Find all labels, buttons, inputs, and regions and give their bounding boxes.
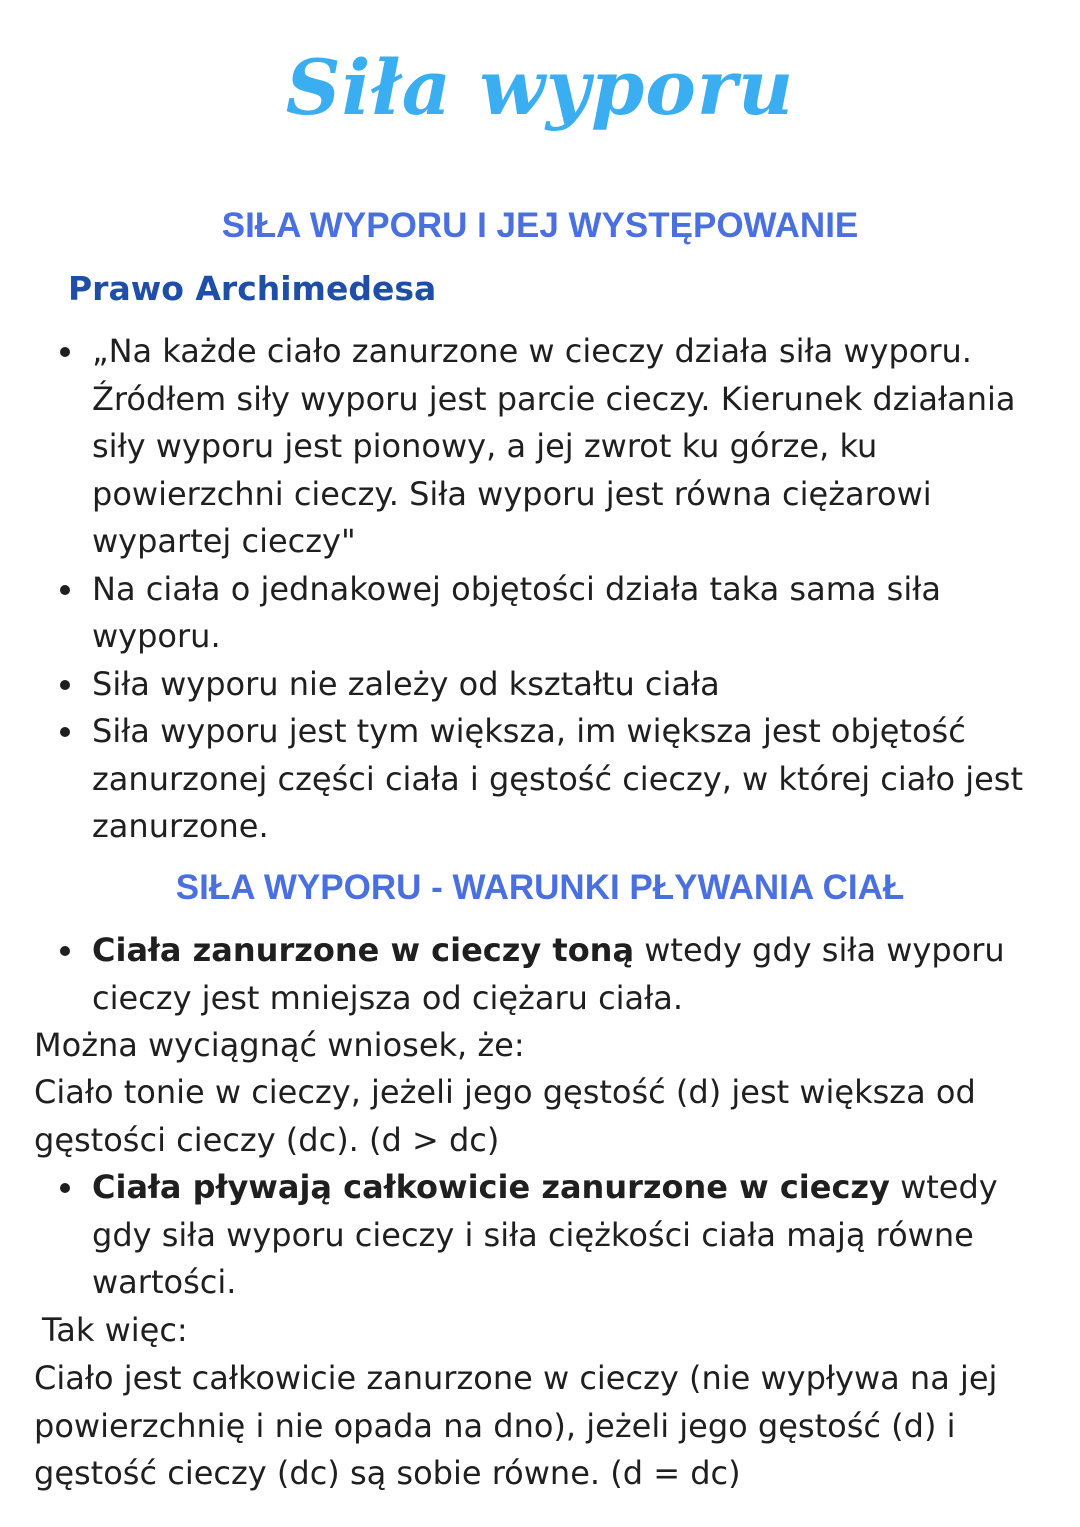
sinking-bullet-list <box>34 927 1044 1022</box>
bullet-sinking-condition <box>34 927 1044 1022</box>
submerged-bullet-list <box>34 1164 1044 1307</box>
page-title: Siła wyporu <box>285 43 795 132</box>
archimedes-bullet-list <box>34 328 1044 851</box>
submerged-density-rule: Ciało jest całkowicie zanurzone w cieczy (nie wypływa na jej powierzchnię i nie opada na dno), jeżeli jego gęstość (d) i gęstość cieczy (dc) są sobie równe. (d = dc) <box>34 1359 998 1492</box>
sinking-condition-rest: wtedy gdy siła wyporu cieczy jest mniejsza od ciężaru ciała. <box>92 931 1005 1017</box>
sinking-condition-bold: Ciała zanurzone w cieczy toną <box>92 931 635 969</box>
bullet-shape-independence: Siła wyporu nie zależy od kształtu ciała <box>34 661 1044 709</box>
submerged-condition-bold: Ciała pływają całkowicie zanurzone w cieczy <box>92 1168 890 1206</box>
bullet-equal-volume: Na ciała o jednakowej objętości działa taka sama siła wyporu. <box>34 566 1044 661</box>
section-heading-floating-conditions: SIŁA WYPORU - WARUNKI PŁYWANIA CIAŁ <box>175 868 905 907</box>
bullet-submerged-condition <box>34 1164 1044 1307</box>
section-heading-occurrence: SIŁA WYPORU I JEJ WYSTĘPOWANIE <box>221 206 859 245</box>
bullet-volume-density: Siła wyporu jest tym większa, im większa jest objętość zanurzonej części ciała i gęstość cieczy, w której ciało jest zanurzone. <box>34 708 1044 851</box>
submerged-condition-rest: wtedy gdy siła wyporu cieczy i siła ciężkości ciała mają równe wartości. <box>92 1168 998 1301</box>
sinking-density-rule: Ciało tonie w cieczy, jeżeli jego gęstość (d) jest większa od gęstości cieczy (dc). (d > dc) <box>34 1073 976 1159</box>
therefore-intro: Tak więc: <box>42 1311 188 1349</box>
bullet-archimedes-quote: „Na każde ciało zanurzone w cieczy działa siła wyporu. Źródłem siły wyporu jest parcie cieczy. Kierunek działania siły wyporu jest pionowy, a jej zwrot ku górze, ku powierzchni cieczy. Siła wyporu jest równa ciężarowi wypartej cieczy" <box>34 328 1044 566</box>
conclusion-intro: Można wyciągnąć wniosek, że: <box>34 1026 525 1064</box>
archimedes-law-subheading: Prawo Archimedesa <box>68 269 437 308</box>
